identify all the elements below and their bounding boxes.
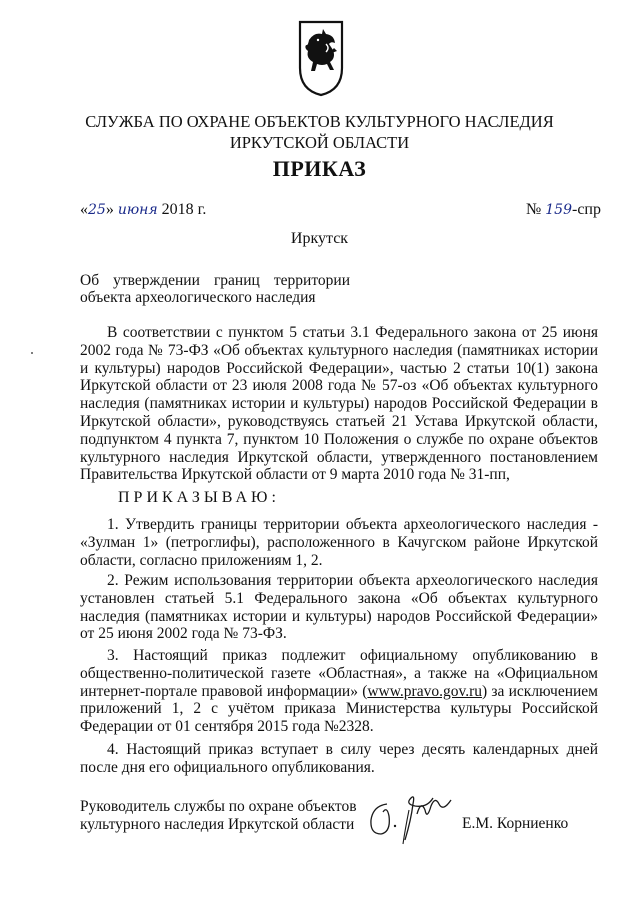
date-month: июня <box>117 202 158 218</box>
number-prefix: № <box>526 201 542 218</box>
document-city: Иркутск <box>290 230 349 247</box>
date-open-quote: « <box>80 201 88 218</box>
document-number <box>526 201 601 219</box>
signatory-name: Е.М. Корниенко <box>462 815 569 832</box>
organization-name-line2: ИРКУТСКОЙ ОБЛАСТИ <box>229 133 410 152</box>
position-line2: культурного наследия Иркутской области <box>80 816 355 833</box>
document-title: ПРИКАЗ <box>272 156 367 181</box>
order-item-3 <box>80 647 598 736</box>
number-suffix: -спр <box>572 201 601 218</box>
position-line1: Руководитель службы по охране объектов <box>80 798 357 815</box>
preamble-paragraph: В соответствии с пунктом 5 статьи 3.1 Федерального закона от 25 июня 2002 года № 73-ФЗ «Об объектах культурного наследия (памятниках истории и культуры) народов Российской Федерации», частью 2 статьи 10(1) закона Иркутской области от 23 июля 2008 года № 57-оз «Об объектах культурного наследия (памятниках истории и культуры) народов Российской Федерации в Иркутской области», руководствуясь статьей 21 Устава Иркутской области, подпунктом 4 пункта 7, пунктом 10 Положения о службе по охране объектов культурного наследия Иркутской области, утвержденного постановлением Правительства Иркутской области от 9 марта 2010 года № 31-пп, <box>80 324 598 484</box>
order-item-2: 2. Режим использования территории объекта археологического наследия установлен статьей 5.1 Федерального закона «Об объектах культурного наследия (памятниках истории и культуры) народов Российской Федерации» от 25 июня 2002 года № 73-ФЗ. <box>80 572 598 643</box>
order-item-1: 1. Утвердить границы территории объекта археологического наследия - «Зулман 1» (петроглифы), расположенного в Качугском районе Иркутской области, согласно приложениям 1, 2. <box>80 516 598 569</box>
orders-heading: ПРИКАЗЫВАЮ: <box>118 489 280 506</box>
order-item-4: 4. Настоящий приказ вступает в силу через десять календарных дней после дня его официального опубликования. <box>80 741 598 776</box>
number-value: 159 <box>545 202 572 218</box>
pravo-gov-link[interactable]: www.pravo.gov.ru <box>367 682 483 700</box>
scan-speck <box>31 352 33 354</box>
item3-text-after: ) за исключением приложений 1, 2 с учётом приказа Министерства культуры Российской Федерации от 01 сентября 2015 года №2328. <box>80 682 598 736</box>
date-year: 2018 г. <box>161 201 207 218</box>
organization-name-line1: СЛУЖБА ПО ОХРАНЕ ОБЪЕКТОВ КУЛЬТУРНОГО НАСЛЕДИЯ <box>85 112 554 131</box>
signatory-position <box>80 798 357 834</box>
document-date <box>80 201 206 219</box>
item3-text-before: 3. Настоящий приказ подлежит официальному опубликованию в общественно-политической газете «Областная», а также на «Официальном интернет-портале правовой информации» ( <box>80 647 598 700</box>
subject-line2: объекта археологического наследия <box>80 289 316 306</box>
subject-line1: Об утверждении границ территории <box>80 272 350 289</box>
signature-icon <box>365 790 475 845</box>
document-subject <box>80 272 350 306</box>
date-day: 25 <box>88 202 106 218</box>
date-close-quote: » <box>105 201 114 218</box>
coat-of-arms-icon <box>296 18 346 98</box>
